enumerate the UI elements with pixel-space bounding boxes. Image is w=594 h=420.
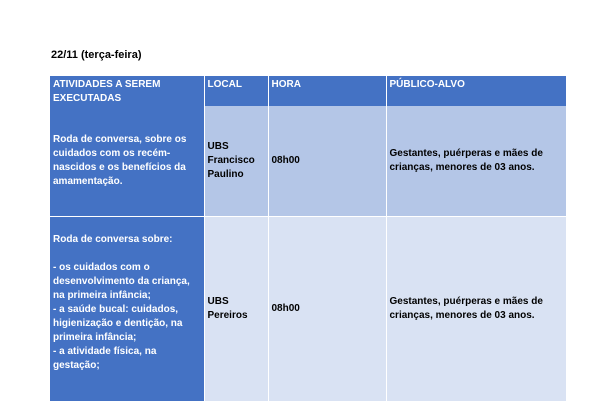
activity-list-item: - a saúde bucal: cuidados, higienização e dentição, na primeira infância; (53, 304, 183, 343)
activity-list-item: - os cuidados com o desenvolvimento da criança, na primeira infância; (53, 262, 190, 301)
activity-intro: Roda de conversa sobre: (53, 234, 173, 245)
activity-list-item: - a atividade física, na gestação; (53, 346, 157, 371)
header-time: HORA (268, 76, 386, 106)
activity-cell (50, 217, 204, 402)
activity-list (53, 261, 201, 373)
table-row (50, 217, 566, 402)
audience-cell: Gestantes, puérperas e mães de crianças, menores de 03 anos. (386, 217, 566, 402)
location-cell: UBS Francisco Paulino (204, 106, 268, 217)
table-header-row (50, 76, 566, 106)
location-cell: UBS Pereiros (204, 217, 268, 402)
audience-cell: Gestantes, puérperas e mães de crianças, menores de 03 anos. (386, 106, 566, 217)
activities-table (50, 76, 567, 401)
header-audience: PÚBLICO-ALVO (386, 76, 566, 106)
table-row (50, 106, 566, 217)
header-location: LOCAL (204, 76, 268, 106)
time-cell: 08h00 (268, 106, 386, 217)
date-heading: 22/11 (terça-feira) (51, 49, 142, 61)
header-activities: ATIVIDADES A SEREM EXECUTADAS (50, 76, 204, 106)
time-cell: 08h00 (268, 217, 386, 402)
activity-cell: Roda de conversa, sobre os cuidados com os recém-nascidos e os benefícios da amamentação. (50, 106, 204, 217)
